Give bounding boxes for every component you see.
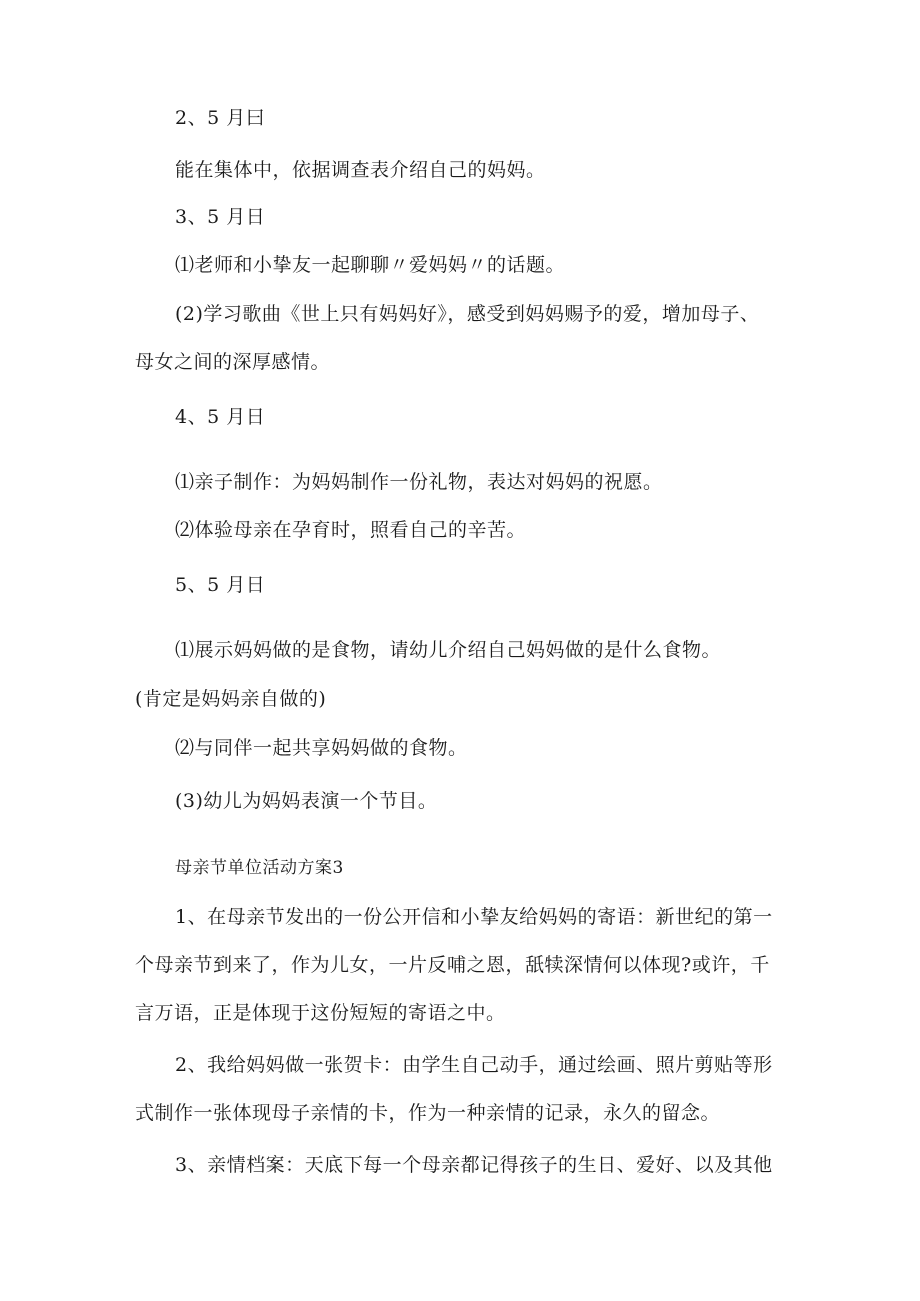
paragraph-line: (2)学习歌曲《世上只有妈妈好》，感受到妈妈赐予的爱，增加母子、	[175, 303, 760, 325]
section-heading-2: 2、5 月曰	[175, 107, 266, 129]
paragraph-line: (3)幼儿为妈妈表演一个节目。	[175, 790, 438, 812]
paragraph-line: 言万语，正是体现于这份短短的寄语之中。	[135, 1002, 506, 1024]
paragraph-line: (肯定是妈妈亲自做的)	[135, 688, 327, 710]
paragraph-line: 式制作一张体现母子亲情的卡，作为一种亲情的记录，永久的留念。	[135, 1102, 721, 1124]
section-heading-3: 3、5 月日	[175, 206, 266, 228]
paragraph-line: ⑴展示妈妈做的是食物，请幼儿介绍自己妈妈做的是什么食物。	[175, 639, 722, 661]
paragraph-line: 3、亲情档案：天底下每一个母亲都记得孩子的生日、爱好、以及其他	[175, 1154, 773, 1176]
section-title: 母亲节单位活动方案3	[175, 858, 344, 878]
section-heading-5: 5、5 月日	[175, 574, 266, 596]
paragraph-line: 个母亲节到来了，作为儿女，一片反哺之恩，舐犊深情何以体现?或许，千	[135, 954, 770, 976]
section-heading-4: 4、5 月日	[175, 406, 266, 428]
paragraph-line: 能在集体中，依据调查表介绍自己的妈妈。	[175, 159, 546, 181]
paragraph-line: 2、我给妈妈做一张贺卡：由学生自己动手，通过绘画、照片剪贴等形	[175, 1054, 773, 1076]
paragraph-line: ⑴老师和小挚友一起聊聊〃爱妈妈〃的话题。	[175, 254, 566, 276]
paragraph-line: ⑵体验母亲在孕育时，照看自己的辛苦。	[175, 519, 527, 541]
paragraph-line: 1、在母亲节发出的一份公开信和小挚友给妈妈的寄语：新世纪的第一	[175, 906, 773, 928]
paragraph-line: ⑵与同伴一起共享妈妈做的食物。	[175, 737, 468, 759]
paragraph-line: ⑴亲子制作：为妈妈制作一份礼物，表达对妈妈的祝愿。	[175, 471, 663, 493]
paragraph-line: 母女之间的深厚感情。	[135, 351, 331, 373]
